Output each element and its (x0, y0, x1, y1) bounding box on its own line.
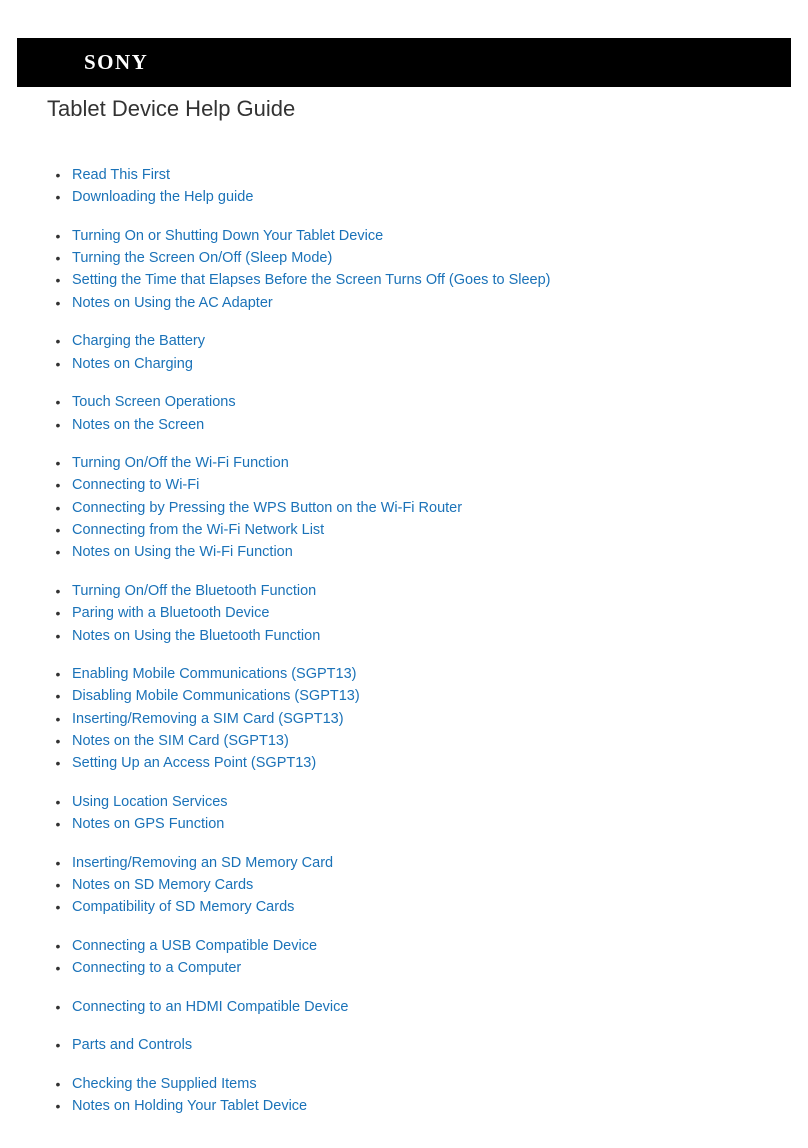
toc-link[interactable]: Enabling Mobile Communications (SGPT13) (72, 666, 357, 683)
toc-item (52, 247, 772, 269)
toc-group (52, 580, 772, 647)
toc-item (52, 935, 772, 957)
toc-item (52, 474, 772, 496)
bullet-icon: • (55, 816, 61, 833)
toc-link[interactable]: Inserting/Removing a SIM Card (SGPT13) (72, 710, 344, 727)
toc-item (52, 996, 772, 1018)
bullet-icon: • (55, 1076, 61, 1093)
toc-item (52, 353, 772, 375)
bullet-icon: • (55, 1098, 61, 1115)
bullet-icon: • (55, 854, 61, 871)
toc-group (52, 852, 772, 919)
toc-group (52, 391, 772, 436)
toc-item (52, 602, 772, 624)
toc-item (52, 791, 772, 813)
bullet-icon: • (55, 960, 61, 977)
bullet-icon: • (55, 355, 61, 372)
toc-item (52, 391, 772, 413)
bullet-icon: • (55, 333, 61, 350)
toc-group (52, 330, 772, 375)
bullet-icon: • (55, 733, 61, 750)
page-title: Tablet Device Help Guide (47, 96, 296, 121)
bullet-icon: • (55, 998, 61, 1015)
toc-link[interactable]: Connecting to Wi-Fi (72, 477, 200, 494)
bullet-icon: • (55, 455, 61, 472)
toc-item (52, 663, 772, 685)
bullet-icon: • (55, 416, 61, 433)
toc-item (52, 519, 772, 541)
toc-link[interactable]: Paring with a Bluetooth Device (72, 605, 270, 622)
toc-item (52, 708, 772, 730)
toc-item (52, 896, 772, 918)
toc-item (52, 541, 772, 563)
toc-link[interactable]: Notes on Using the Wi-Fi Function (72, 544, 293, 561)
bullet-icon: • (55, 937, 61, 954)
toc-item (52, 292, 772, 314)
bullet-icon: • (55, 250, 61, 267)
toc-link[interactable]: Notes on Holding Your Tablet Device (72, 1098, 308, 1115)
bullet-icon: • (55, 167, 61, 183)
toc-link[interactable]: Connecting by Pressing the WPS Button on the Wi-Fi Router (72, 499, 463, 516)
toc-link[interactable]: Turning the Screen On/Off (Sleep Mode) (72, 250, 333, 267)
toc-group (52, 996, 772, 1018)
toc-link[interactable]: Notes on Using the AC Adapter (72, 294, 273, 311)
toc-item (52, 752, 772, 774)
toc-item (52, 685, 772, 707)
toc-item (52, 957, 772, 979)
toc-item (52, 1034, 772, 1056)
bullet-icon: • (55, 582, 61, 599)
toc-item (52, 330, 772, 352)
toc-item (52, 225, 772, 247)
header-bar (17, 38, 791, 87)
toc-item (52, 625, 772, 647)
toc-link[interactable]: Connecting a USB Compatible Device (72, 937, 318, 954)
toc-link[interactable]: Turning On/Off the Bluetooth Function (72, 582, 317, 599)
toc-link[interactable]: Notes on Charging (72, 355, 193, 372)
bullet-icon: • (55, 394, 61, 411)
bullet-icon: • (55, 666, 61, 683)
toc-link[interactable]: Checking the Supplied Items (72, 1076, 257, 1093)
bullet-icon: • (55, 272, 61, 289)
toc-link[interactable]: Setting Up an Access Point (SGPT13) (72, 755, 317, 772)
table-of-contents (52, 164, 772, 1134)
toc-link[interactable]: Turning On/Off the Wi-Fi Function (72, 455, 289, 472)
toc-group (52, 935, 772, 980)
sony-logo: SONY (84, 50, 149, 74)
toc-item (52, 1073, 772, 1095)
bullet-icon: • (55, 477, 61, 494)
bullet-icon: • (55, 793, 61, 810)
bullet-icon: • (55, 1037, 61, 1054)
toc-link[interactable]: Parts and Controls (72, 1037, 193, 1054)
toc-link[interactable]: Read This First (72, 167, 171, 183)
toc-link[interactable]: Notes on the Screen (72, 416, 205, 433)
bullet-icon: • (55, 522, 61, 539)
toc-link[interactable]: Inserting/Removing an SD Memory Card (72, 854, 334, 871)
bullet-icon: • (55, 877, 61, 894)
toc-item (52, 580, 772, 602)
toc-link[interactable]: Notes on SD Memory Cards (72, 877, 254, 894)
toc-item (52, 497, 772, 519)
bullet-icon: • (55, 627, 61, 644)
toc-group (52, 1034, 772, 1056)
toc-link[interactable]: Downloading the Help guide (72, 189, 254, 206)
toc-item (52, 164, 772, 186)
bullet-icon: • (55, 227, 61, 244)
toc-link[interactable]: Notes on Using the Bluetooth Function (72, 627, 321, 644)
bullet-icon: • (55, 294, 61, 311)
bullet-icon: • (55, 899, 61, 916)
toc-item (52, 813, 772, 835)
toc-group (52, 225, 772, 314)
toc-link[interactable]: Touch Screen Operations (72, 394, 236, 411)
toc-item (52, 414, 772, 436)
toc-link[interactable]: Setting the Time that Elapses Before the Screen Turns Off (Goes to Sleep) (72, 272, 551, 289)
toc-link[interactable]: Connecting to a Computer (72, 960, 242, 977)
toc-link[interactable]: Compatibility of SD Memory Cards (72, 899, 295, 916)
toc-link[interactable]: Notes on the SIM Card (SGPT13) (72, 733, 289, 750)
toc-item (52, 1095, 772, 1117)
bullet-icon: • (55, 544, 61, 561)
toc-group (52, 164, 772, 209)
toc-item (52, 452, 772, 474)
toc-link[interactable]: Connecting from the Wi-Fi Network List (72, 522, 325, 539)
toc-link[interactable]: Charging the Battery (72, 333, 205, 350)
toc-link[interactable]: Using Location Services (72, 793, 228, 810)
bullet-icon: • (55, 755, 61, 772)
toc-item (52, 186, 772, 208)
toc-item (52, 269, 772, 291)
toc-group (52, 791, 772, 836)
bullet-icon: • (55, 189, 61, 206)
toc-link[interactable]: Turning On or Shutting Down Your Tablet Device (72, 227, 384, 244)
toc-item (52, 730, 772, 752)
toc-group (52, 452, 772, 563)
bullet-icon: • (55, 499, 61, 516)
toc-link[interactable]: Notes on GPS Function (72, 816, 225, 833)
toc-link[interactable]: Disabling Mobile Communications (SGPT13) (72, 688, 360, 705)
toc-group (52, 663, 772, 774)
bullet-icon: • (55, 605, 61, 622)
toc-item (52, 852, 772, 874)
toc-item (52, 874, 772, 896)
bullet-icon: • (55, 710, 61, 727)
toc-link[interactable]: Connecting to an HDMI Compatible Device (72, 998, 349, 1015)
bullet-icon: • (55, 688, 61, 705)
toc-group (52, 1073, 772, 1118)
